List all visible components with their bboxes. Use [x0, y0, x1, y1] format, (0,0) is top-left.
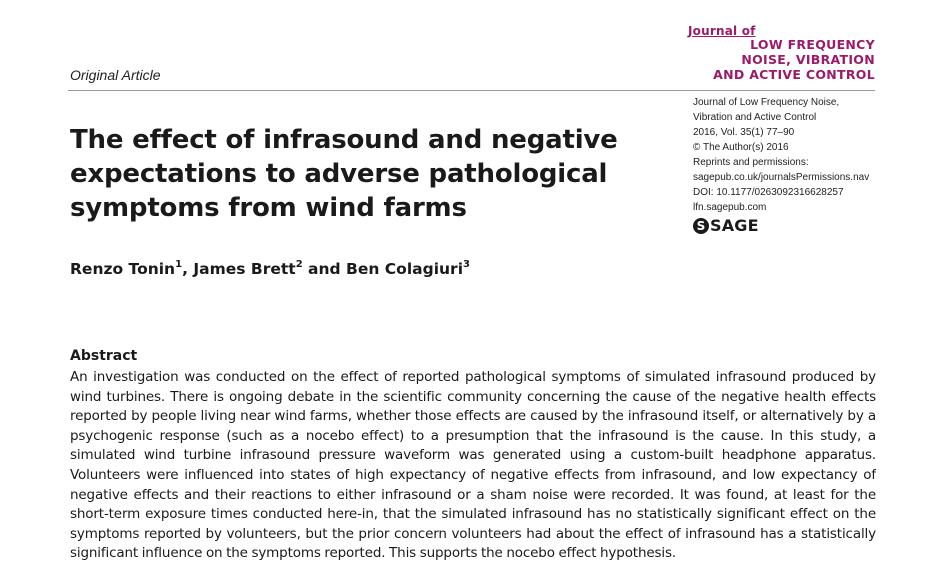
author-affiliation-marker: 1 [175, 259, 183, 270]
abstract-line: significant influence on the symptoms reported. This supports the nocebo effect hypothesis. [70, 545, 677, 562]
abstract-line: wind turbines. There is ongoing debate in the scientific community concerning the cause of the negative health effects [70, 388, 876, 405]
abstract-line: simulated wind turbine infrasound pressure waveform was generated using a custom-built headphone apparatus. [70, 447, 876, 464]
author-separator: , [182, 260, 194, 279]
abstract-line: An investigation was conducted on the effect of reported pathological symptoms of simulated infrasound produced by [70, 369, 876, 385]
doi-link[interactable]: DOI: 10.1177/0263092316628257 [693, 187, 844, 198]
publication-info [693, 95, 883, 215]
permissions-link[interactable]: sagepub.co.uk/journalsPermissions.nav [693, 172, 870, 183]
abstract-text [70, 368, 876, 564]
author-name: Renzo Tonin [70, 260, 176, 279]
abstract-line: symptoms reported by volunteers, but the prior concern volunteers had about the effect of infrasound has a statistically [70, 525, 876, 542]
abstract-line: reported by people living near wind farms, whether those effects are caused by the infrasound itself, or alternatively by a [70, 408, 876, 425]
publication-info-line: Vibration and Active Control [693, 112, 817, 123]
sage-logo-text: SAGE [710, 216, 759, 235]
article-type-label: Original Article [70, 67, 161, 83]
journal-website-link[interactable]: lfn.sagepub.com [693, 202, 767, 213]
abstract-heading: Abstract [70, 348, 138, 364]
article-title-line: expectations to adverse pathological [70, 159, 608, 189]
journal-logo-name-line: NOISE, VIBRATION [741, 52, 875, 67]
author-separator: and [302, 260, 347, 279]
article-title [70, 123, 630, 225]
abstract-line: short-term exposure times conducted here-in, that the simulated infrasound has no statistically significant effect on the [70, 506, 876, 523]
sage-logo-icon: S [693, 218, 709, 234]
publication-info-line: © The Author(s) 2016 [693, 142, 789, 153]
publication-info-line: 2016, Vol. 35(1) 77–90 [693, 127, 795, 138]
sage-publisher-logo [693, 216, 759, 235]
article-title-line: The effect of infrasound and negative [70, 125, 618, 155]
journal-logo-name [713, 37, 875, 82]
article-title-line: symptoms from wind farms [70, 193, 467, 223]
author-affiliation-marker: 2 [295, 259, 303, 270]
journal-logo-name-line: LOW FREQUENCY [750, 37, 875, 52]
author-list [70, 260, 470, 278]
header-divider [68, 90, 875, 91]
author-name: Ben Colagiuri [346, 260, 464, 279]
abstract-line: negative effects and their reactions to either infrasound or a sham noise were recorded. It was found, at least for the [70, 486, 876, 503]
journal-logo-name-line: AND ACTIVE CONTROL [713, 67, 875, 82]
author-name: James Brett [193, 260, 296, 279]
journal-logo-prefix: Journal of [688, 24, 756, 38]
abstract-line: psychogenic response (such as a nocebo effect) to a presumption that the infrasound is the cause. In this study, a [70, 427, 876, 444]
publication-info-line: Journal of Low Frequency Noise, [693, 97, 840, 108]
author-affiliation-marker: 3 [463, 259, 470, 270]
publication-info-line: Reprints and permissions: [693, 157, 809, 168]
abstract-line: Volunteers were influenced into states of high expectancy of negative effects from infrasound, and low expectancy of [70, 466, 876, 483]
